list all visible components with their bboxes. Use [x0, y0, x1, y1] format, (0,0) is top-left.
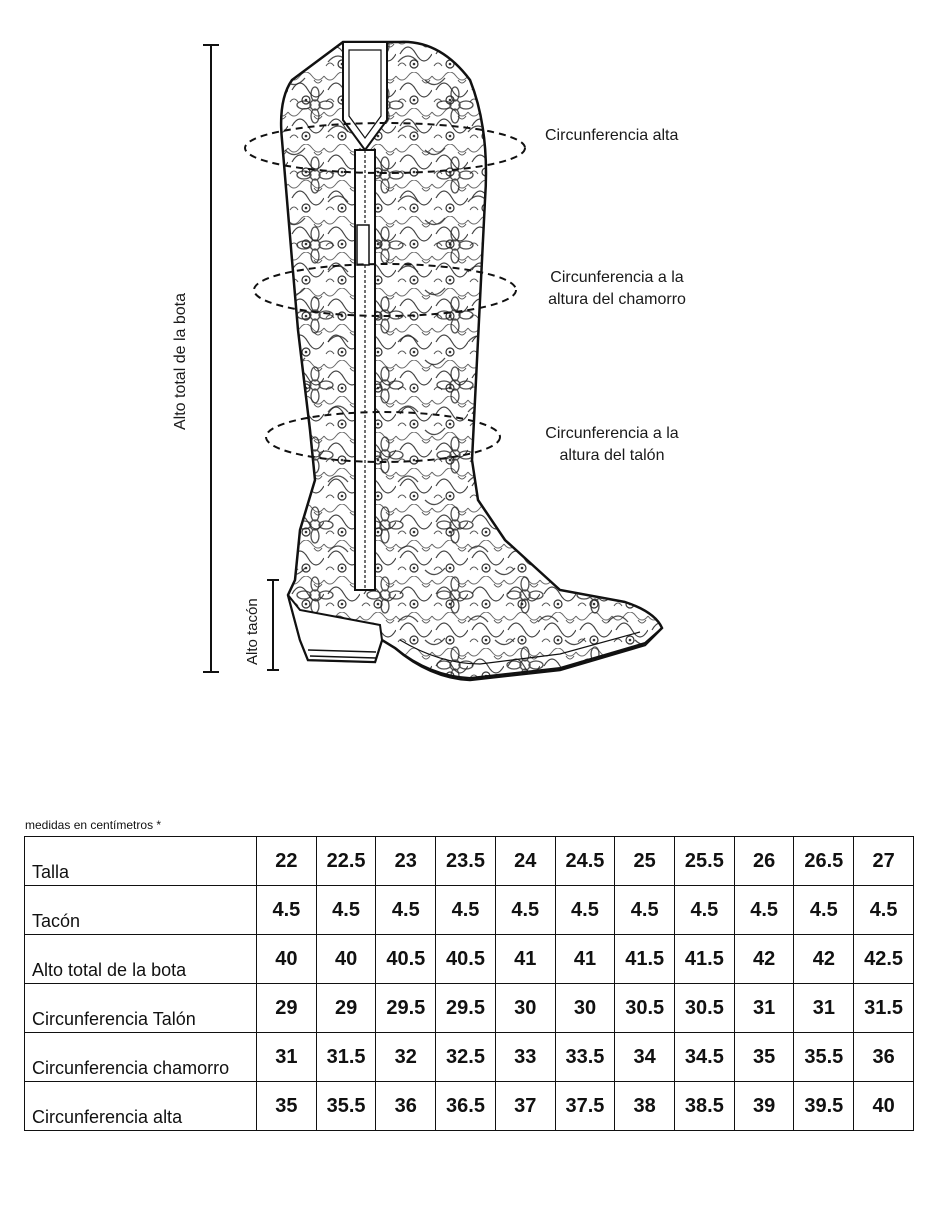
label-heel-height: Alto tacón	[244, 598, 261, 665]
table-cell: 38	[615, 1082, 675, 1131]
table-cell: 30	[495, 984, 555, 1033]
table-cell: 29.5	[436, 984, 496, 1033]
table-cell: 24	[495, 837, 555, 886]
table-cell: 34.5	[675, 1033, 735, 1082]
table-cell: 40	[316, 935, 376, 984]
table-cell: 40	[257, 935, 317, 984]
table-cell: 30.5	[615, 984, 675, 1033]
label-circumference-top: Circunferencia alta	[545, 127, 679, 144]
table-cell: 29	[257, 984, 317, 1033]
table-cell: 29	[316, 984, 376, 1033]
table-cell: 4.5	[495, 886, 555, 935]
label-total-height: Alto total de la bota	[172, 293, 189, 430]
heel-height-dimension	[267, 580, 279, 670]
table-cell: 4.5	[316, 886, 376, 935]
table-row	[25, 1033, 914, 1082]
table-cell: 25	[615, 837, 675, 886]
table-cell: 23	[376, 837, 436, 886]
label-circumference-heel	[537, 423, 687, 467]
table-cell: 40.5	[436, 935, 496, 984]
table-cell: 22.5	[316, 837, 376, 886]
table-cell: 24.5	[555, 837, 615, 886]
table-cell: 31	[257, 1033, 317, 1082]
table-cell: 31.5	[316, 1033, 376, 1082]
table-cell: 39.5	[794, 1082, 854, 1131]
label-heel-line2: altura del talón	[559, 447, 665, 464]
table-cell: 29.5	[376, 984, 436, 1033]
table-cell: 36	[854, 1033, 914, 1082]
table-cell: 23.5	[436, 837, 496, 886]
table-cell: 42	[794, 935, 854, 984]
table-cell: 4.5	[794, 886, 854, 935]
table-cell: 32.5	[436, 1033, 496, 1082]
label-heel-line1: Circunferencia a la	[545, 425, 679, 442]
table-cell: 37	[495, 1082, 555, 1131]
table-cell: 40	[854, 1082, 914, 1131]
row-label: Tacón	[25, 886, 257, 935]
table-cell: 26.5	[794, 837, 854, 886]
table-cell: 35.5	[316, 1082, 376, 1131]
table-row	[25, 935, 914, 984]
table-cell: 4.5	[734, 886, 794, 935]
table-cell: 4.5	[555, 886, 615, 935]
table-cell: 22	[257, 837, 317, 886]
table-cell: 35	[734, 1033, 794, 1082]
table-cell: 36	[376, 1082, 436, 1131]
table-cell: 35.5	[794, 1033, 854, 1082]
table-cell: 4.5	[436, 886, 496, 935]
table-cell: 42.5	[854, 935, 914, 984]
table-cell: 30	[555, 984, 615, 1033]
label-circumference-calf	[537, 267, 697, 311]
table-cell: 4.5	[376, 886, 436, 935]
table-cell: 37.5	[555, 1082, 615, 1131]
label-calf-line2: altura del chamorro	[548, 291, 686, 308]
table-cell: 26	[734, 837, 794, 886]
row-label: Talla	[25, 837, 257, 886]
table-cell: 41.5	[615, 935, 675, 984]
table-cell: 33.5	[555, 1033, 615, 1082]
table-cell: 31	[734, 984, 794, 1033]
table-cell: 42	[734, 935, 794, 984]
table-cell: 34	[615, 1033, 675, 1082]
table-row	[25, 1082, 914, 1131]
table-cell: 41.5	[675, 935, 735, 984]
table-cell: 35	[257, 1082, 317, 1131]
table-cell: 25.5	[675, 837, 735, 886]
table-cell: 32	[376, 1033, 436, 1082]
table-cell: 4.5	[854, 886, 914, 935]
row-label: Circunferencia Talón	[25, 984, 257, 1033]
row-label: Alto total de la bota	[25, 935, 257, 984]
table-cell: 41	[555, 935, 615, 984]
table-cell: 39	[734, 1082, 794, 1131]
table-cell: 27	[854, 837, 914, 886]
label-calf-line1: Circunferencia a la	[550, 269, 684, 286]
total-height-dimension	[203, 45, 219, 672]
table-cell: 41	[495, 935, 555, 984]
table-cell: 38.5	[675, 1082, 735, 1131]
size-chart-table	[24, 836, 914, 1131]
table-cell: 33	[495, 1033, 555, 1082]
row-label: Circunferencia alta	[25, 1082, 257, 1131]
table-cell: 4.5	[615, 886, 675, 935]
table-cell: 36.5	[436, 1082, 496, 1131]
table-row	[25, 837, 914, 886]
units-note: medidas en centímetros *	[25, 818, 162, 832]
table-cell: 31.5	[854, 984, 914, 1033]
table-cell: 40.5	[376, 935, 436, 984]
table-cell: 30.5	[675, 984, 735, 1033]
table-row	[25, 984, 914, 1033]
table-cell: 4.5	[675, 886, 735, 935]
row-label: Circunferencia chamorro	[25, 1033, 257, 1082]
table-row	[25, 886, 914, 935]
table-cell: 31	[794, 984, 854, 1033]
table-cell: 4.5	[257, 886, 317, 935]
